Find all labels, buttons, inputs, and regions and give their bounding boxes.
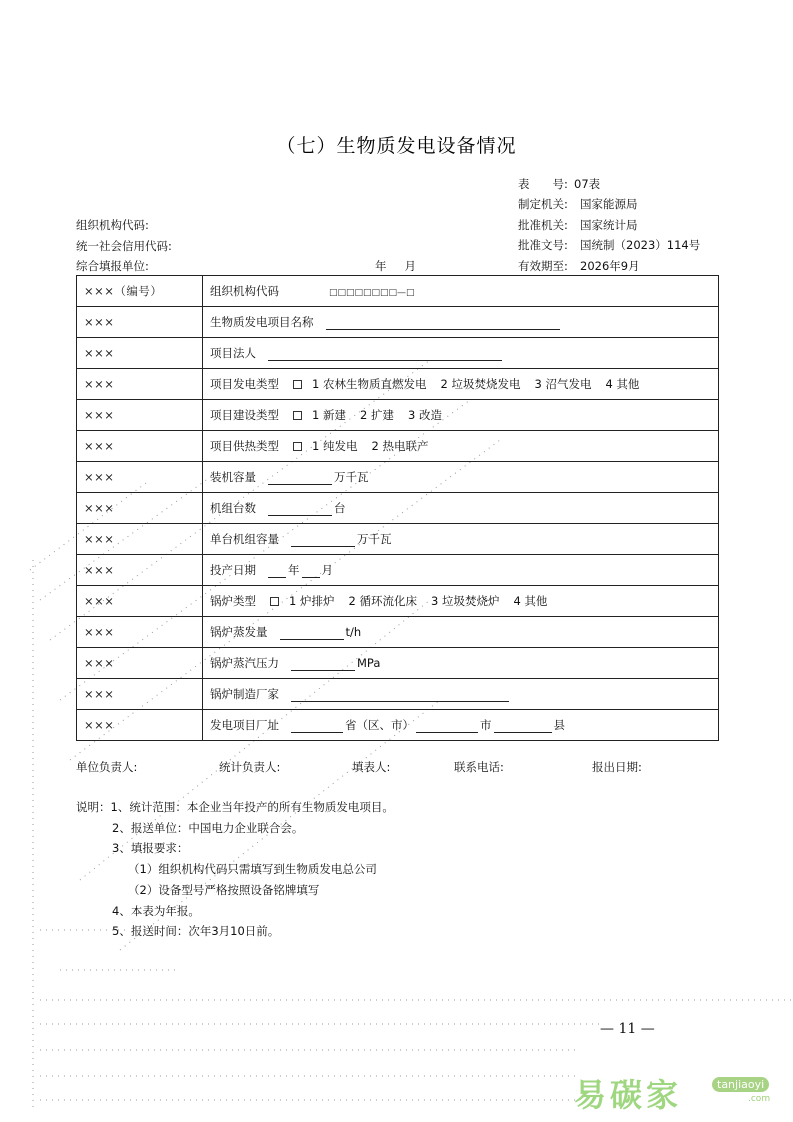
option-item: 1 炉排炉 [289,594,335,608]
row-field [203,338,719,369]
field-label: 锅炉制造厂家 [210,687,279,701]
note-line: 3、填报要求： [112,841,189,856]
row-field [203,369,719,400]
issuing-authority [518,196,638,212]
row-field [203,276,719,307]
page-number: — 11 — [600,1021,655,1037]
row-code: ××× [77,307,203,338]
row-field [203,710,719,741]
unit-label: t/h [345,625,362,639]
row-field [203,524,719,555]
row-code: ××× [77,400,203,431]
sign-phone: 联系电话: [454,760,504,774]
note-line: 2、报送单位：中国电力企业联合会。 [112,820,304,835]
commission-month-input[interactable] [302,564,320,578]
unit-label: 万千瓦 [357,532,392,546]
table-row [77,710,719,741]
unit-label: 万千瓦 [334,470,369,484]
valid-until [518,258,640,274]
boiler-evaporation-input[interactable] [280,626,344,640]
row-field [203,400,719,431]
sign-report-date: 报出日期: [592,760,642,774]
row-code: ××× [77,338,203,369]
unit-count-input[interactable] [268,502,332,516]
city-label: 市 [480,718,492,732]
row-field [203,307,719,338]
field-label: 项目建设类型 [210,408,279,422]
period-year: 年 [375,259,387,273]
row-code: ××× [77,617,203,648]
row-field [203,648,719,679]
notes-section [76,797,394,942]
table-row [77,586,719,617]
field-label: 组织机构代码 [210,284,279,298]
field-label: 装机容量 [210,470,256,484]
period-month: 月 [404,259,416,273]
page-title: （七）生物质发电设备情况 [276,135,517,157]
approval-number-key: 批准文号: [518,238,568,252]
unit-label: MPa [357,656,381,670]
field-label: 锅炉蒸发量 [210,625,268,639]
row-field [203,493,719,524]
issuing-authority-key: 制定机关: [518,197,568,211]
report-period [375,258,416,274]
code-boxes[interactable]: □□□□□□□□—□ [329,288,415,298]
row-code: ××× [77,679,203,710]
table-row [77,400,719,431]
watermark-domain: .com [748,1094,771,1104]
single-unit-capacity-input[interactable] [291,533,355,547]
province-input[interactable] [291,719,343,733]
unit-label: 台 [334,501,346,515]
approving-authority [518,217,638,233]
county-input[interactable] [494,719,552,733]
row-field [203,586,719,617]
county-label: 县 [553,718,565,732]
field-label: 投产日期 [210,563,256,577]
province-label: 省（区、市） [345,718,414,732]
row-field [203,679,719,710]
legal-person-input[interactable] [268,347,502,361]
option-item: 4 其他 [605,377,640,391]
field-label: 单台机组容量 [210,532,279,546]
option-item: 3 沼气发电 [534,377,592,391]
sign-stat-head: 统计负责人: [219,760,281,774]
option-item: 2 循环流化床 [348,594,417,608]
table-row [77,276,719,307]
form-number-key: 表 号: [518,177,568,191]
boiler-type-checkbox[interactable] [270,597,279,606]
option-item: 3 垃圾焚烧炉 [430,594,500,608]
boiler-manufacturer-input[interactable] [291,688,509,702]
option-item: 1 农林生物质直燃发电 [312,377,427,391]
sign-unit-head: 单位负责人: [76,760,138,774]
field-label: 项目供热类型 [210,439,279,453]
approving-authority-value: 国家统计局 [580,218,638,232]
note-line: 4、本表为年报。 [112,903,200,918]
table-row [77,648,719,679]
field-label: 锅炉类型 [210,594,256,608]
project-name-input[interactable] [326,316,560,330]
row-code: ××× [77,586,203,617]
option-item: 2 热电联产 [371,439,429,453]
field-label: 机组台数 [210,501,256,515]
note-line: 5、报送时间：次年3月10日前。 [112,924,280,939]
heating-type-checkbox[interactable] [293,442,302,451]
option-item: 1 新建 [312,408,346,422]
capacity-input[interactable] [268,471,332,485]
org-code-label: 组织机构代码: [76,218,149,232]
city-input[interactable] [416,719,478,733]
valid-until-key: 有效期至: [518,259,568,273]
row-code: ××× [77,431,203,462]
valid-until-value: 2026年9月 [580,259,640,273]
construction-type-checkbox[interactable] [293,411,302,420]
watermark-site: tanjiaoyi [712,1077,769,1092]
row-field [203,462,719,493]
option-item: 2 垃圾焚烧发电 [440,377,521,391]
table-row [77,524,719,555]
option-item: 2 扩建 [359,408,394,422]
table-row [77,431,719,462]
table-row [77,555,719,586]
table-row [77,307,719,338]
equipment-form-table [76,275,719,741]
form-number [518,176,600,192]
field-label: 锅炉蒸汽压力 [210,656,279,670]
row-code: ××× [77,648,203,679]
option-item: 3 改造 [407,408,442,422]
table-row [77,338,719,369]
row-field [203,431,719,462]
note-line: 说明：1、统计范围：本企业当年投产的所有生物质发电项目。 [76,800,394,814]
commission-year-input[interactable] [268,564,286,578]
approval-number-value: 国统制（2023）114号 [580,238,701,252]
note-line: （1）组织机构代码只需填写到生物质发电总公司 [128,862,377,877]
row-code: ××× [77,524,203,555]
year-label: 年 [288,563,300,577]
option-item: 4 其他 [513,594,548,608]
row-field [203,617,719,648]
field-label: 项目发电类型 [210,377,279,391]
note-line: （2）设备型号严格按照设备铭牌填写 [128,882,320,897]
sign-filler: 填表人: [352,760,391,774]
issuing-authority-value: 国家能源局 [580,197,638,211]
row-code: ××× [77,462,203,493]
boiler-pressure-input[interactable] [291,657,355,671]
form-number-value: 07表 [574,177,601,191]
option-item: 1 纯发电 [312,439,358,453]
table-row [77,493,719,524]
row-code: ××× [77,555,203,586]
table-row [77,679,719,710]
credit-code-label: 统一社会信用代码: [76,239,172,253]
row-code: ××× [77,369,203,400]
field-label: 生物质发电项目名称 [210,315,314,329]
row-code: ××× [77,493,203,524]
table-row [77,617,719,648]
generation-type-checkbox[interactable] [293,380,302,389]
table-row [77,462,719,493]
approval-number [518,237,700,253]
row-code: ××× [77,710,203,741]
approving-authority-key: 批准机关: [518,218,568,232]
row-code: ×××（编号） [77,276,203,307]
field-label: 项目法人 [210,346,256,360]
month-label: 月 [321,563,333,577]
field-label: 发电项目厂址 [210,718,279,732]
watermark-logo: 易碳家 [574,1076,683,1114]
filing-unit-label: 综合填报单位: [76,259,149,273]
row-field [203,555,719,586]
table-row [77,369,719,400]
